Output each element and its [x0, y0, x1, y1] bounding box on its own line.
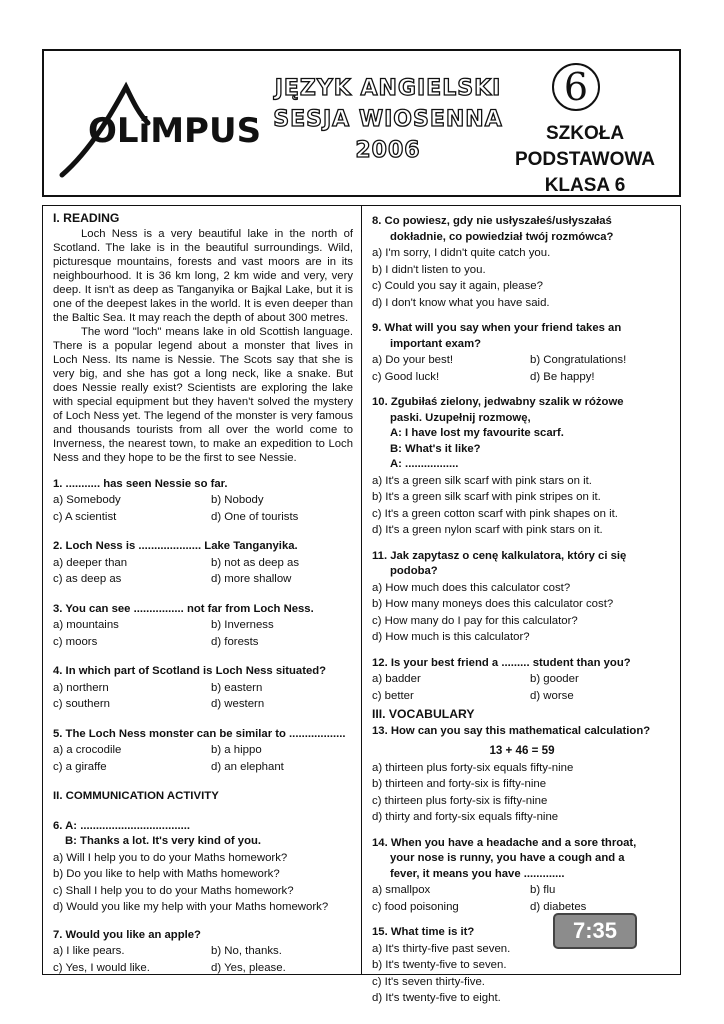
answer-option[interactable]: d) It's twenty-five to eight.: [372, 992, 501, 1004]
answer-option[interactable]: c) A scientist: [53, 510, 117, 523]
answer-option[interactable]: a) smallpox: [372, 884, 431, 896]
question-stem-line: 6. A: ...................................: [53, 819, 191, 832]
school-line: SZKOŁA: [545, 123, 625, 144]
question-6: [53, 819, 353, 916]
answer-option[interactable]: d) One of tourists: [211, 510, 299, 523]
question-stem-line: 14. When you have a headache and a sore throat,: [372, 836, 637, 849]
answer-option[interactable]: a) It's thirty-five past seven.: [372, 942, 511, 955]
answer-option[interactable]: a) I'm sorry, I didn't quite catch you.: [372, 247, 551, 259]
answer-option[interactable]: b) Inverness: [211, 619, 274, 631]
answer-option[interactable]: c) It's seven thirty-five.: [372, 975, 485, 988]
question-stem: 4. In which part of Scotland is Loch Ness situated?: [53, 665, 327, 677]
answer-option[interactable]: a) thirteen plus forty-six equals fifty-nine: [372, 761, 574, 774]
answer-option[interactable]: d) How much is this calculator?: [372, 631, 530, 643]
question-1: [53, 477, 353, 526]
question-stem-line: podoba?: [390, 565, 438, 577]
answer-option[interactable]: a) Do your best!: [372, 354, 454, 366]
question-stem-line: A: .................: [390, 458, 459, 470]
question-stem-line: paski. Uzupełnij rozmowę,: [390, 411, 531, 424]
answer-option[interactable]: d) western: [211, 698, 265, 710]
question-12: [372, 656, 672, 705]
question-7: [53, 928, 353, 977]
question-2: [53, 539, 353, 588]
answer-option[interactable]: d) an elephant: [211, 760, 284, 773]
answer-option[interactable]: c) Shall I help you to do your Maths homework?: [53, 884, 294, 897]
answer-option[interactable]: d) forests: [211, 635, 259, 648]
answer-option[interactable]: b) It's a green silk scarf with pink stripes on it.: [372, 491, 601, 503]
question-stem: [372, 395, 672, 473]
reading-paragraph: Loch Ness is a very beautiful lake in the north of Scotland. The lake is in the beautiful surroundings. Wild, picturesque mountains, forests and vast moors are in its neighbourhood. It is 36 km long, 2 km wide and very, very deep. It isn't as deep as Tanganyika or Bajkal Lake, but it is one of the deepest lakes in the world. It is even deeper than the Baltic Sea. It may reach the depth of about 300 metres.: [53, 227, 353, 324]
question-3: [53, 602, 353, 651]
digital-clock-display: 7:35: [553, 913, 637, 949]
communication-title: II. COMMUNICATION ACTIVITY: [53, 790, 219, 802]
title-line: SESJA WIOSENNA: [273, 107, 503, 132]
exam-body: [42, 205, 681, 1004]
answer-option[interactable]: a) northern: [53, 681, 109, 694]
answer-option[interactable]: d) I don't know what you have said.: [372, 296, 550, 309]
question-stem: 15. What time is it?: [372, 926, 475, 938]
answer-option[interactable]: b) a hippo: [211, 744, 262, 756]
question-stem: [53, 819, 353, 850]
question-stem: 1. ........... has seen Nessie so far.: [53, 477, 228, 490]
question-stem-line: your nose is runny, you have a cough and a: [390, 852, 625, 864]
answer-option[interactable]: c) It's a green cotton scarf with pink shapes on it.: [372, 507, 618, 520]
question-stem: [372, 549, 672, 580]
answer-option[interactable]: b) It's twenty-five to seven.: [372, 959, 507, 971]
school-line: PODSTAWOWA: [514, 149, 656, 170]
answer-option[interactable]: a) mountains: [53, 619, 119, 631]
answer-option[interactable]: b) I didn't listen to you.: [372, 263, 486, 276]
answer-option[interactable]: d) Be happy!: [530, 370, 595, 383]
question-stem: 7. Would you like an apple?: [53, 928, 201, 941]
answer-option[interactable]: d) diabetes: [530, 900, 587, 913]
answer-option[interactable]: c) Yes, I would like.: [53, 961, 150, 974]
answer-option[interactable]: a) It's a green silk scarf with pink stars on it.: [372, 474, 592, 487]
answer-option[interactable]: d) Would you like my help with your Maths homework?: [53, 901, 329, 913]
vocabulary-title: III. VOCABULARY: [372, 707, 475, 721]
question-stem: [372, 836, 672, 883]
question-stem-line: dokładnie, co powiedział twój rozmówca?: [390, 230, 614, 243]
answer-option[interactable]: d) more shallow: [211, 573, 292, 585]
answer-option[interactable]: b) Congratulations!: [530, 354, 627, 366]
logo-text: OLiMPUS: [88, 111, 262, 151]
question-5: [53, 727, 353, 776]
question-stem-line: 10. Zgubiłaś zielony, jedwabny szalik w różowe: [372, 396, 624, 408]
answer-option[interactable]: b) No, thanks.: [211, 945, 282, 957]
school-level: [490, 121, 680, 199]
exam-title: [258, 73, 518, 166]
answer-option[interactable]: c) moors: [53, 635, 98, 648]
answer-option[interactable]: a) Will I help you to do your Maths homework?: [53, 851, 288, 864]
answer-option[interactable]: d) It's a green nylon scarf with pink stars on it.: [372, 524, 603, 536]
answer-option[interactable]: b) eastern: [211, 681, 263, 694]
question-8: [372, 214, 672, 311]
answer-option[interactable]: c) Could you say it again, please?: [372, 280, 543, 292]
answer-option[interactable]: d) thirty and forty-six equals fifty-nine: [372, 811, 559, 823]
title-line: 2006: [355, 138, 421, 163]
question-stem: [372, 321, 672, 352]
answer-option[interactable]: b) Do you like to help with Maths homework?: [53, 868, 280, 880]
question-stem-line: B: What's it like?: [390, 442, 481, 455]
answer-option[interactable]: d) worse: [530, 689, 574, 702]
question-stem: 5. The Loch Ness monster can be similar to ..................: [53, 727, 346, 740]
question-stem-line: important exam?: [390, 337, 482, 350]
header-box: [42, 49, 681, 197]
answer-option[interactable]: a) How much does this calculator cost?: [372, 581, 571, 594]
answer-option[interactable]: c) as deep as: [53, 573, 122, 585]
answer-option[interactable]: b) flu: [530, 884, 556, 896]
answer-option[interactable]: a) a crocodile: [53, 744, 122, 756]
math-equation: 13 + 46 = 59: [489, 744, 555, 757]
answer-option[interactable]: a) I like pears.: [53, 945, 125, 957]
answer-option[interactable]: c) food poisoning: [372, 900, 459, 913]
question-11: [372, 549, 672, 646]
answer-option[interactable]: a) badder: [372, 673, 421, 685]
answer-option[interactable]: b) gooder: [530, 673, 579, 685]
right-column: [372, 206, 672, 1007]
answer-option[interactable]: c) southern: [53, 698, 110, 710]
question-stem-line: A: I have lost my favourite scarf.: [390, 427, 564, 439]
question-stem: 2. Loch Ness is .................... Lake Tanganyika.: [53, 540, 298, 552]
question-stem-line: fever, it means you have .............: [390, 867, 565, 880]
left-column: [53, 206, 353, 976]
reading-title: I. READING: [53, 211, 120, 225]
answer-option[interactable]: c) How many do I pay for this calculator?: [372, 614, 578, 627]
question-14: [372, 836, 672, 916]
answer-option[interactable]: b) thirteen and forty-six is fifty-nine: [372, 778, 547, 790]
question-stem-line: B: Thanks a lot. It's very kind of you.: [65, 835, 262, 847]
question-stem: 13. How can you say this mathematical calculation?: [372, 724, 651, 737]
level-number-badge: 6: [552, 63, 600, 111]
answer-option[interactable]: b) not as deep as: [211, 556, 300, 569]
question-stem-line: 9. What will you say when your friend takes an: [372, 322, 622, 334]
answer-option[interactable]: b) How many moneys does this calculator cost?: [372, 598, 614, 610]
answer-option[interactable]: c) a giraffe: [53, 760, 107, 773]
question-10: [372, 395, 672, 539]
question-stem-line: 8. Co powiesz, gdy nie usłyszałeś/usłyszałaś: [372, 215, 612, 227]
question-stem: 3. You can see ................ not far from Loch Ness.: [53, 602, 314, 615]
answer-option[interactable]: a) Somebody: [53, 494, 121, 506]
column-divider: [361, 206, 362, 974]
question-4: [53, 664, 353, 713]
question-stem: 12. Is your best friend a ......... student than you?: [372, 656, 631, 669]
answer-option[interactable]: a) deeper than: [53, 556, 128, 569]
answer-option[interactable]: c) thirteen plus forty-six is fifty-nine: [372, 794, 548, 807]
question-stem: [372, 214, 672, 245]
question-13: [372, 724, 672, 826]
question-stem-line: 11. Jak zapytasz o cenę kalkulatora, który ci się: [372, 549, 627, 562]
title-line: JĘZYK ANGIELSKI: [274, 76, 502, 101]
answer-option[interactable]: c) Good luck!: [372, 370, 440, 383]
answer-option[interactable]: c) better: [372, 689, 414, 702]
answer-option[interactable]: d) Yes, please.: [211, 961, 286, 974]
reading-paragraph: The word "loch" means lake in old Scottish language. There is a popular legend about a monster that lives in Loch Ness. Its name is Nessie. The Scots say that she is very big, and she has got a long neck, like a snake. But does Nessie really exist? Scientists are exploring the lake with special equipment but they haven't solved the mystery of Loch Ness yet. The legend of the monster is very famous and thousands tourists from all over the world come to Inverness, the nearest town, to make an expedition to Loch Ness and they hope to be the first to see Nessie.: [53, 325, 353, 464]
answer-option[interactable]: b) Nobody: [211, 494, 264, 506]
question-9: [372, 321, 672, 385]
school-line: KLASA 6: [544, 175, 626, 196]
